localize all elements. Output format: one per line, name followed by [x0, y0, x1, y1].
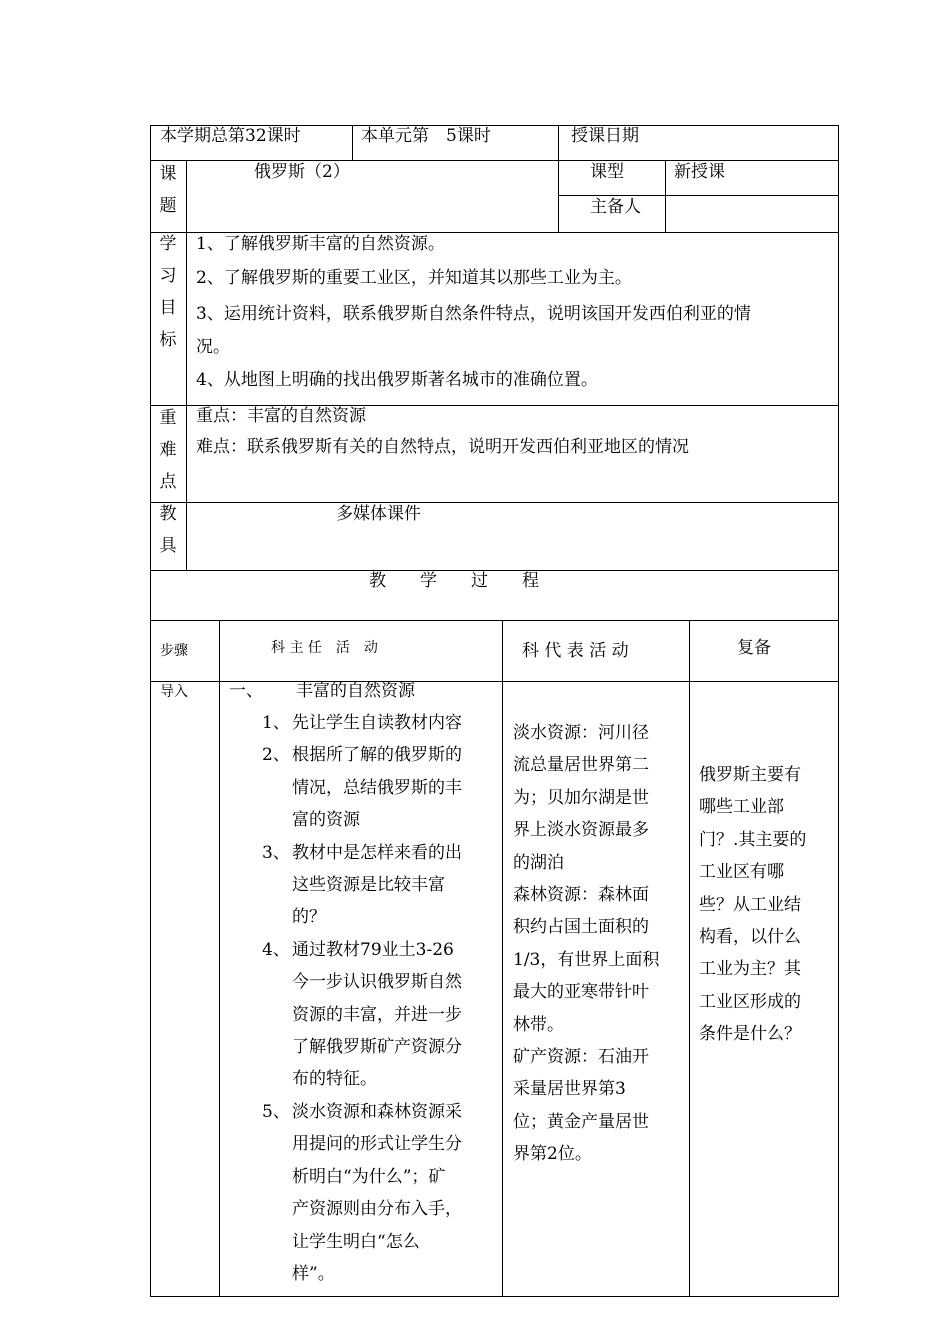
topic-label: 课 题 [159, 164, 177, 216]
column-header-student-activity: 科 代 表 活 动 [522, 641, 629, 661]
student-activity-text: 淡水资源：河川径 流总量居世界第二 为；贝加尔湖是世 界上淡水资源最多 的湖泊 森林资源：森林面 积约占国土面积的 1/3，有世界上面积 最大的亚寒带针叶 林带。 矿产资源：石油开 采量居世界第3 位；黄金产量居世 界第2位。 [513, 723, 660, 1165]
key-point-difficulty: 难点：联系俄罗斯有关的自然特点，说明开发西伯利亚地区的情况 [196, 437, 689, 457]
row-divider-process-title [150, 620, 839, 621]
lesson-type-label: 课型 [590, 162, 624, 182]
objective-4: 4、从地图上明确的找出俄罗斯著名城市的准确位置。 [196, 370, 598, 390]
tools-value: 多媒体课件 [336, 504, 421, 524]
teacher-heading: 丰富的自然资源 [296, 681, 415, 701]
objective-1: 1、了解俄罗斯丰富的自然资源。 [196, 234, 445, 254]
list-item: 1、 先让学生自读教材内容 [262, 713, 462, 733]
list-item: 3、 教材中是怎样来看的出 这些资源是比较丰富 的？ [262, 842, 462, 928]
process-title: 教 学 过 程 [369, 571, 539, 591]
key-point-focus: 重点：丰富的自然资源 [196, 406, 366, 426]
type-divider [665, 160, 666, 232]
key-points-label: 重 难 点 [159, 408, 177, 492]
table-border-bottom [150, 1296, 839, 1297]
teacher-heading-number: 一、 [229, 681, 263, 701]
review-notes-text: 俄罗斯主要有 哪些工业部 门？.其主要的 工业区有哪 些？从工业结 构看，以什么 工业为主？其 工业区形成的 条件是什么？ [699, 765, 807, 1045]
tools-label: 教 具 [159, 504, 177, 556]
objectives-label: 学 习 目 标 [159, 234, 177, 350]
topic-value: 俄罗斯（2） [254, 162, 350, 182]
column-header-review: 复备 [737, 638, 771, 658]
step-intro: 导入 [160, 684, 188, 700]
table-border-right [838, 125, 839, 1297]
header-divider-1 [352, 125, 353, 160]
row-divider-type [558, 195, 839, 196]
list-item: 5、 淡水资源和森林资源采 用提问的形式让学生分 析明白“为什么”；矿 产资源则由分布入手， 让学生明白“怎么 样”。 [262, 1101, 462, 1284]
objective-2: 2、了解俄罗斯的重要工业区，并知道其以那些工业为主。 [196, 268, 632, 288]
label-column-divider [186, 160, 187, 570]
row-divider-keypoints [150, 502, 839, 503]
teacher-activity-list [262, 707, 498, 1290]
row-divider-header [150, 160, 839, 161]
list-item: 4、 通过教材79业土3-26 今一步认识俄罗斯自然 资源的丰富，并进一步 了解俄罗斯矿产资源分 布的特征。 [262, 939, 462, 1090]
lesson-type-value: 新授课 [674, 162, 725, 182]
unit-lesson-count: 本单元第 5课时 [361, 126, 491, 146]
preparer-label: 主备人 [590, 197, 641, 217]
process-divider-student [689, 620, 690, 1297]
column-header-step: 步骤 [160, 643, 188, 659]
column-header-teacher-activity: 科 主 任 活 动 [271, 640, 378, 656]
process-divider-step [219, 620, 220, 1297]
objective-3-continued: 况。 [196, 337, 230, 357]
row-divider-topic [150, 232, 839, 233]
table-border-left [150, 125, 151, 1297]
process-divider-teacher [502, 620, 503, 1297]
objective-3: 3、运用统计资料，联系俄罗斯自然条件特点，说明该国开发西伯利亚的情 [196, 304, 751, 324]
total-lesson-count: 本学期总第32课时 [160, 126, 301, 146]
header-divider-2 [558, 125, 559, 232]
list-item: 2、 根据所了解的俄罗斯的 情况，总结俄罗斯的丰 富的资源 [262, 745, 462, 831]
teaching-date-label: 授课日期 [571, 126, 639, 146]
